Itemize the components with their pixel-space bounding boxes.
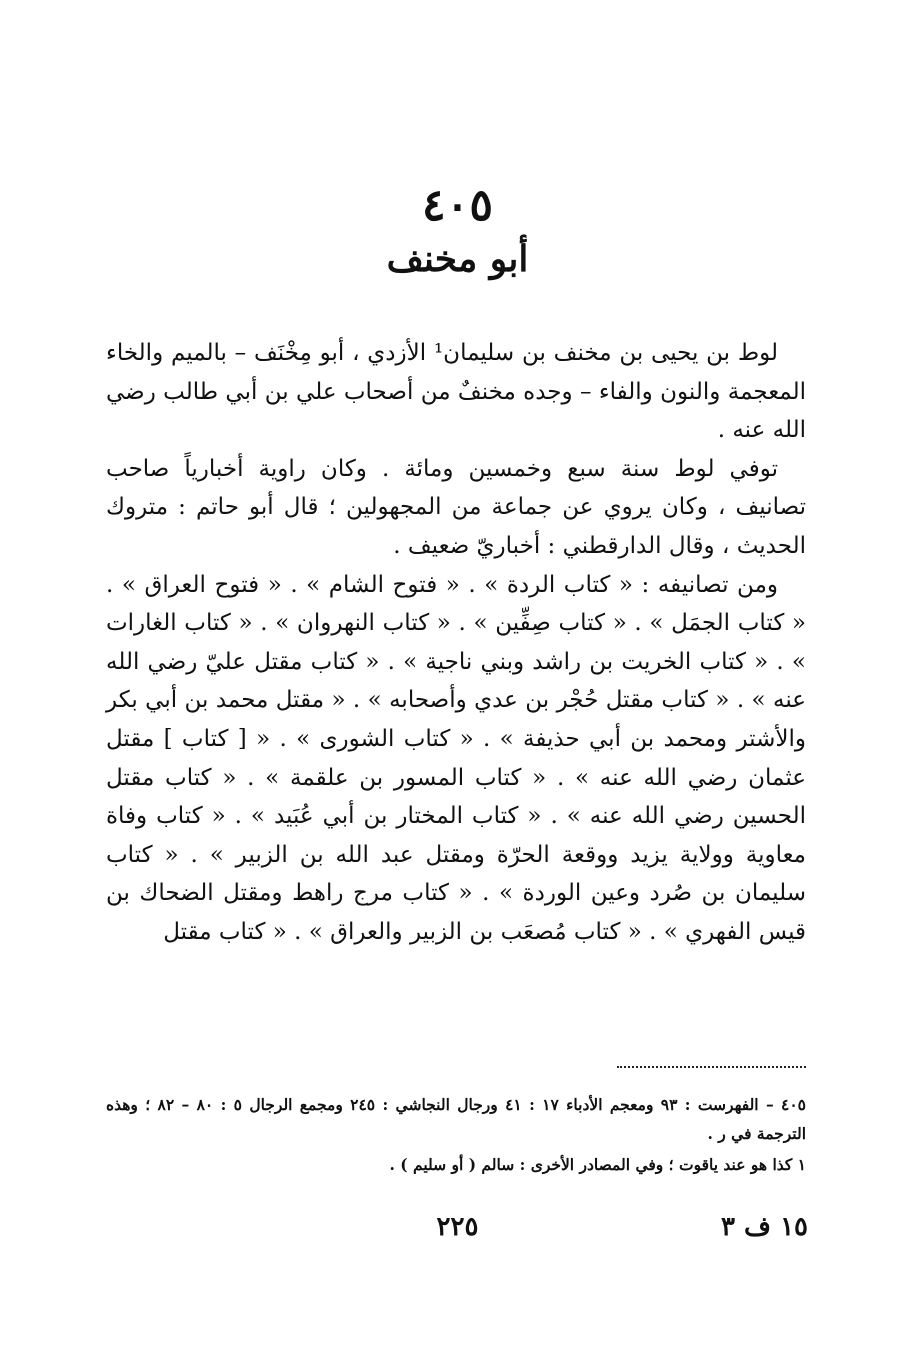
entry-number: ٤٠٥ bbox=[422, 180, 493, 231]
paragraph-death-and-reliability: توفي لوط سنة سبع وخمسين ومائة . وكان راوية أخبارياً صاحب تصانيف ، وكان يروي عن جماعة من المجهولين ؛ قال أبو حاتم : متروك الحديث ، وقال الدارقطني : أخباريّ ضعيف . bbox=[106, 455, 806, 559]
page-number: ٢٢٥ bbox=[436, 1212, 479, 1242]
paragraph-works: ومن تصانيفه : « كتاب الردة » . « فتوح الشام » . « فتوح العراق » . « كتاب الجمَل » . « كتاب صِفِّين » . « كتاب النهروان » . « كتاب الغارات » . « كتاب الخريت بن راشد وبني ناجية » . « كتاب مقتل عليّ رضي الله عنه » . « كتاب مقتل حُجْر بن عدي وأصحابه » . « مقتل محمد بن أبي بكر والأشتر ومحمد بن أبي حذيفة » . « كتاب الشورى » . « [ كتاب ] مقتل عثمان رضي الله عنه » . « كتاب المسور بن علقمة » . « كتاب مقتل الحسين رضي الله عنه » . « كتاب المختار بن أبي عُبَيد » . « كتاب وفاة معاوية وولاية يزيد ووقعة الحرّة ومقتل عبد الله بن الزبير » . « كتاب سليمان بن صُرد وعين الوردة » . « كتاب مرج راهط ومقتل الضحاك بن قيس الفهري » . « كتاب مُصعَب بن الزبير والعراق » . « كتاب مقتل bbox=[106, 571, 806, 945]
footnotes bbox=[106, 1090, 806, 1179]
footnote-separator bbox=[617, 1066, 806, 1068]
entry-title: أبو مخنف bbox=[386, 238, 529, 280]
main-text bbox=[106, 334, 806, 952]
footnote-1: ١ كذا هو عند ياقوت ؛ وفي المصادر الأخرى : سالم ( أو سليم ) . bbox=[389, 1155, 806, 1174]
footnote-sources: ٤٠٥ – الفهرست : ٩٣ ومعجم الأدباء ١٧ : ٤١ ورجال النجاشي : ٢٤٥ ومجمع الرجال ٥ : ٨٠ – ٨٢ ؛ وهذه الترجمة في ر . bbox=[106, 1095, 807, 1143]
paragraph-biography: لوط بن يحيى بن مخنف بن سليمان¹ الأزدي ، أبو مِخْنَف – بالميم والخاء المعجمة والنون والفاء – وجده مخنفٌ من أصحاب علي بن أبي طالب رضي الله عنه . bbox=[106, 340, 806, 444]
printer-signature: ١٥ ف ٣ bbox=[721, 1212, 808, 1242]
